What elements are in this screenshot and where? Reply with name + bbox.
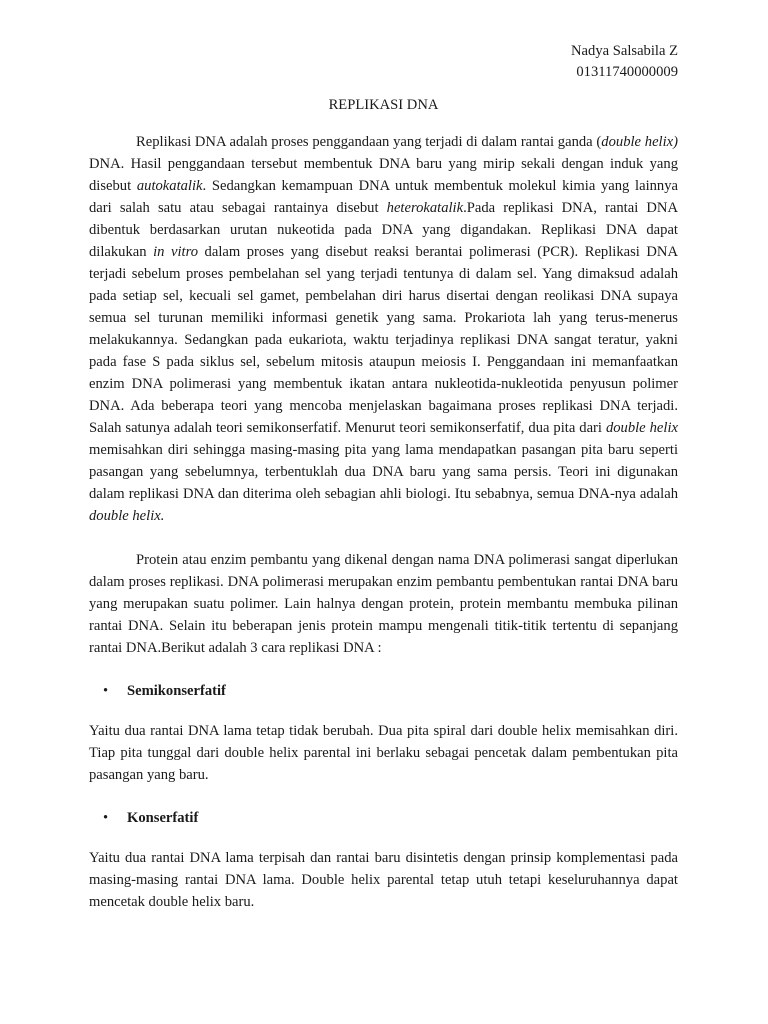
paragraph-intro: [89, 131, 678, 527]
text-run: memisahkan diri sehingga masing-masing pita yang lama mendapatkan pasangan pita baru seperti pasangan yang sebelumnya, terbentuklah dua DNA baru yang sama persis. Teori ini digunakan dalam replikasi DNA dan diterima oleh sebagian ahli biologi. Itu sebabnya, semua DNA-nya adalah: [89, 442, 678, 502]
bullet-icon: •: [103, 683, 109, 699]
paragraph-protein: Protein atau enzim pembantu yang dikenal dengan nama DNA polimerasi sangat diperlukan dalam proses replikasi. DNA polimerasi merupakan enzim pembantu pembentukan rantai DNA baru yang merupakan suatu polimer. Lain halnya dengan protein, protein membantu membuka pilinan rantai DNA. Selain itu beberapan jenis protein mampu mengenali titik-titik tertentu di sepanjang rantai DNA.Berikut adalah 3 cara replikasi DNA :: [89, 552, 678, 656]
text-run: Replikasi DNA adalah proses penggandaan yang terjadi di dalam rantai ganda (: [136, 134, 602, 150]
document-title: REPLIKASI DNA: [328, 97, 439, 113]
document-page: [89, 41, 678, 913]
text-run: . Sedangkan kemampuan DNA untuk membentuk molekul kimia yang lainnya dari salah satu atau sebagai rantainya disebut: [89, 178, 678, 216]
italic-term-double-helix: double helix): [601, 134, 679, 150]
text-run: dalam proses yang disebut reaksi berantai polimerasi (PCR). Replikasi DNA terjadi sebelum proses pembelahan sel yang terjadi tentunya di dalam sel. Yang dimaksud adalah pada setiap sel, kecuali sel gamet, pembelahan diri harus disertai dengan reolikasi DNA supaya semua sel turunan memiliki informasi genetik yang sama. Prokariota lah yang terus-menerus melakukannya. Sedangkan pada eukariota, waktu terjadinya replikasi DNA sangat teratur, yakni pada fase S pada siklus sel, sebelum mitosis ataupun meiosis I. Penggandaan ini memanfaatkan enzim DNA polimerasi yang membentuk ikatan antara nukleotida-nukleotida penyusun polimer DNA. Ada beberapa teori yang mencoba menjelaskan bagaimana proses replikasi DNA terjadi. Salah satunya adalah teori semikonserfatif. Menurut teori semikonserfatif, dua pita dari: [89, 244, 678, 436]
section-heading-label: Konserfatif: [127, 810, 199, 826]
text-run: DNA. Hasil penggandaan tersebut membentuk DNA baru yang mirip sekali dengan induk yang disebut: [89, 156, 678, 194]
section-text-semikonserfatif: Yaitu dua rantai DNA lama tetap tidak berubah. Dua pita spiral dari double helix memisahkan diri. Tiap pita tunggal dari double helix parental ini berlaku sebagai pencetak dalam pembentukan pita pasangan yang baru.: [89, 723, 678, 783]
author-name: Nadya Salsabila Z: [571, 43, 678, 59]
text-run: .Pada replikasi DNA, rantai DNA dibentuk berdasarkan urutan nukeotida pada DNA yang digandakan. Replikasi DNA dapat dilakukan: [89, 200, 678, 260]
italic-term-in-vitro: in vitro: [153, 244, 199, 260]
author-id: 01311740000009: [576, 64, 678, 80]
italic-term-double-helix: double helix.: [89, 508, 165, 524]
section-heading-label: Semikonserfatif: [127, 683, 226, 699]
section-heading-semikonserfatif: [89, 680, 678, 702]
italic-term-autokatalik: autokatalik: [136, 178, 203, 194]
section-text-konserfatif: Yaitu dua rantai DNA lama terpisah dan rantai baru disintetis dengan prinsip komplementasi pada masing-masing rantai DNA lama. Double helix parental tetap utuh tetapi keseluruhannya dapat mencetak double helix baru.: [89, 850, 678, 910]
italic-term-heterokatalik: heterokatalik: [386, 200, 464, 216]
section-heading-konserfatif: [89, 807, 678, 829]
italic-term-double-helix: double helix: [605, 420, 678, 436]
bullet-icon: •: [103, 810, 109, 826]
author-block: [89, 41, 678, 83]
